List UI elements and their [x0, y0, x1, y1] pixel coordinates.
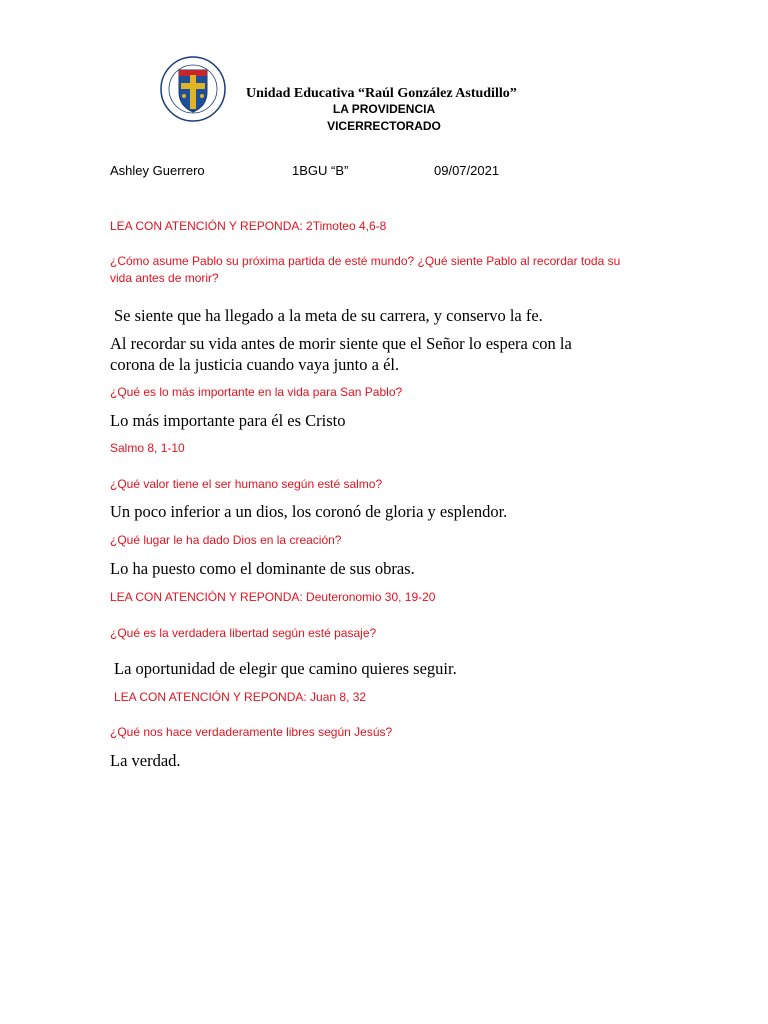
question-3: ¿Qué valor tiene el ser humano según esté salmo? [110, 477, 383, 491]
answer-1: Se siente que ha llegado a la meta de su carrera, y conservo la fe. [114, 306, 543, 325]
answer-7: La verdad. [110, 751, 181, 770]
school-name: Unidad Educativa “Raúl González Astudillo” [246, 86, 517, 101]
section-instruction-timoteo: LEA CON ATENCIÓN Y REPONDA: 2Timoteo 4,6-8 [110, 219, 387, 233]
section-instruction-deuteronomio: LEA CON ATENCIÓN Y REPONDA: Deuteronomio 30, 19-20 [110, 590, 436, 604]
answer-6: La oportunidad de elegir que camino quieres seguir. [114, 659, 457, 678]
question-5: ¿Qué es la verdadera libertad según esté pasaje? [110, 626, 377, 640]
question-2: ¿Qué es lo más importante en la vida para San Pablo? [110, 385, 403, 399]
question-1-line-2: vida antes de morir? [110, 271, 219, 285]
student-name: Ashley Guerrero [110, 163, 205, 178]
section-instruction-juan: LEA CON ATENCIÓN Y REPONDA: Juan 8, 32 [114, 690, 367, 704]
document-date: 09/07/2021 [434, 163, 500, 178]
student-course: 1BGU “B” [292, 163, 349, 178]
header-line-vicerrectorado: VICERRECTORADO [327, 119, 441, 133]
answer-5: Lo ha puesto como el dominante de sus obras. [110, 559, 415, 578]
answer-2-line-1: Al recordar su vida antes de morir siente que el Señor lo espera con la [110, 334, 572, 353]
header-line-providencia: LA PROVIDENCIA [332, 102, 436, 116]
question-4: ¿Qué lugar le ha dado Dios en la creación? [110, 533, 342, 547]
school-crest-icon [160, 56, 226, 122]
question-1-line-1: ¿Cómo asume Pablo su próxima partida de esté mundo? ¿Qué siente Pablo al recordar toda su [110, 254, 621, 268]
question-6: ¿Qué nos hace verdaderamente libres según Jesús? [110, 725, 393, 739]
answer-2-line-2: corona de la justicia cuando vaya junto a él. [110, 355, 400, 374]
answer-3: Lo más importante para él es Cristo [110, 411, 346, 430]
section-instruction-salmo: Salmo 8, 1-10 [110, 441, 185, 455]
answer-4: Un poco inferior a un dios, los coronó de gloria y esplendor. [110, 502, 508, 521]
